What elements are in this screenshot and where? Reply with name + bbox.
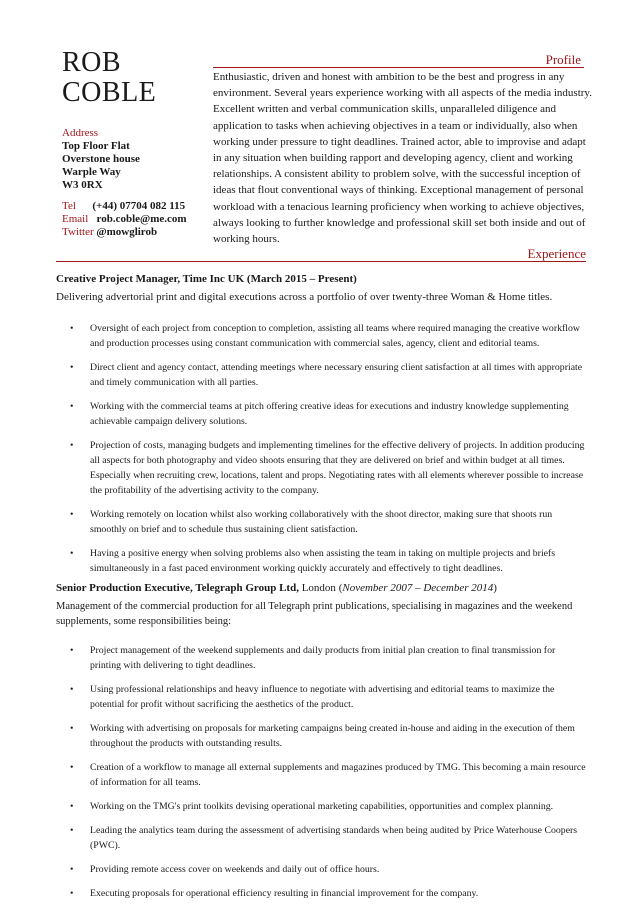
list-item: • Creation of a workflow to manage all external supplements and magazines produced by TMG. This becoming a main resource of information for all teams. [70, 762, 586, 788]
job-description: Management of the commercial production for all Telegraph print publications, specialising in magazines and the weekend supplements, some responsibilities being: [56, 601, 573, 627]
profile-heading: Profile [545, 52, 581, 67]
experience-rule [56, 261, 586, 262]
bullet-icon: • [70, 864, 74, 875]
first-name: ROB [62, 47, 122, 78]
bullet-icon: • [70, 825, 74, 836]
tel-value: (+44) 07704 082 115 [92, 200, 186, 212]
list-item: • Direct client and agency contact, attending meetings where necessary ensuring client satisfaction at all times with appropriate and timely communication with all parties. [70, 362, 583, 388]
bullet-icon: • [70, 645, 74, 656]
address-label: Address [62, 127, 99, 139]
candidate-name [62, 48, 156, 108]
job-role: Senior Production Executive, Telegraph Group Ltd, [56, 582, 299, 594]
profile-rule [213, 67, 584, 68]
job-description: Delivering advertorial print and digital executions across a portfolio of over twenty-three Woman & Home titles. [56, 291, 553, 303]
list-item: • Leading the analytics team during the assessment of advertising standards when being audited by Price Waterhouse Coopers (PWC). [70, 825, 578, 851]
email-label: Email [62, 213, 89, 225]
list-item: • Executing proposals for operational efficiency resulting in financial improvement for the company. [70, 888, 479, 899]
bullet-icon: • [70, 323, 74, 334]
address-line: Top Floor Flat [62, 140, 130, 152]
list-item: • Projection of costs, managing budgets and implementing timelines for the effective delivery of projects. In addition producing all aspects for both photography and video shoots ensuring that they are delivered on brief and within budget at all times. Especially when recruiting crew, locations, talent and props. Negotiating rates with all elements wherever possible to increase the profitability of the advertising activity to the company. [70, 440, 585, 496]
contact-block [62, 127, 212, 239]
job-entry [56, 272, 586, 576]
bullet-icon: • [70, 401, 74, 412]
job-entry [56, 581, 586, 901]
job-title: Senior Production Executive, Telegraph Group Ltd, London (November 2007 – December 2014) [56, 582, 497, 594]
list-item: • Project management of the weekend supplements and daily products from initial plan creation to final transmission for printing with delivering to tight deadlines. [70, 645, 556, 671]
bullet-icon: • [70, 440, 74, 451]
list-item: • Working on the TMG's print toolkits devising operational marketing capabilities, opportunities and complex planning. [70, 801, 554, 812]
bullet-icon: • [70, 548, 74, 559]
bullet-icon: • [70, 684, 74, 695]
job-location: London [301, 582, 336, 594]
list-item: • Oversight of each project from conception to completion, assisting all teams where required managing the creative workflow and production processes using constant communication with commercial sales, agency, client and editorial teams. [70, 323, 580, 349]
list-item: • Using professional relationships and heavy influence to negotiate with advertising and editorial teams to maximize the potential for profit without sacrificing the aesthetics of the product. [70, 684, 555, 710]
list-item: • Providing remote access cover on weekends and daily out of office hours. [70, 864, 380, 875]
bullet-icon: • [70, 362, 74, 373]
address-line: Warple Way [62, 166, 121, 178]
experience-heading: Experience [527, 246, 586, 261]
list-item: • Working with advertising on proposals for marketing campaigns being created in-house and aiding in the execution of them throughout the products with outstanding results. [70, 723, 575, 749]
address-line: W3 0RX [62, 179, 103, 191]
profile-text: Enthusiastic, driven and honest with ambition to be the best and progress in any environment. Several years experience working with all aspects of the media industry. Excellent written and verbal communication skills, unparalleled diligence and application to tasks when achieving objectives in a team or individually, also when working under pressure to tight deadlines. Trained actor, able to improvise and adapt in any situation when building rapport and developing agency, client and working relationships. A consistent ability to problem solve, with the successful inception of ideas that flout conventional ways of thinking. Exceptional management of personal workload with a tenacious learning proficiency when working to achieve objectives, always looking to further knowledge and professional skill set both inside and out of working hours. [213, 71, 592, 246]
bullet-icon: • [70, 888, 74, 899]
bullet-icon: • [70, 762, 74, 773]
email-link[interactable]: rob.coble@me.com [96, 213, 187, 225]
twitter-link[interactable]: @mowglirob [96, 226, 158, 238]
list-item: • Having a positive energy when solving problems also when assisting the team in taking on multiple projects and briefs simultaneously in a fast paced environment working quickly accurately and effectively to tight deadlines. [70, 548, 556, 574]
last-name: COBLE [62, 77, 157, 108]
bullet-icon: • [70, 509, 74, 520]
twitter-row [62, 226, 212, 239]
list-item: • Working remotely on location whilst also working collaboratively with the shoot director, making sure that shoots run smoothly on brief and to schedule thus sustaining client satisfaction. [70, 509, 553, 535]
job-title: Creative Project Manager, Time Inc UK (March 2015 – Present) [56, 273, 357, 285]
tel-row [62, 200, 212, 213]
tel-label: Tel [62, 200, 76, 212]
address-line: Overstone house [62, 153, 140, 165]
bullet-icon: • [70, 723, 74, 734]
job-bullets [56, 643, 586, 901]
job-bullets [56, 321, 586, 576]
experience-section [56, 272, 586, 910]
twitter-label: Twitter [62, 226, 94, 238]
job-dates: November 2007 – December 2014 [342, 582, 494, 594]
email-row [62, 213, 212, 226]
list-item: • Working with the commercial teams at pitch offering creative ideas for executions and industry knowledge supplementing achievable campaign delivery solutions. [70, 401, 569, 427]
bullet-icon: • [70, 801, 74, 812]
